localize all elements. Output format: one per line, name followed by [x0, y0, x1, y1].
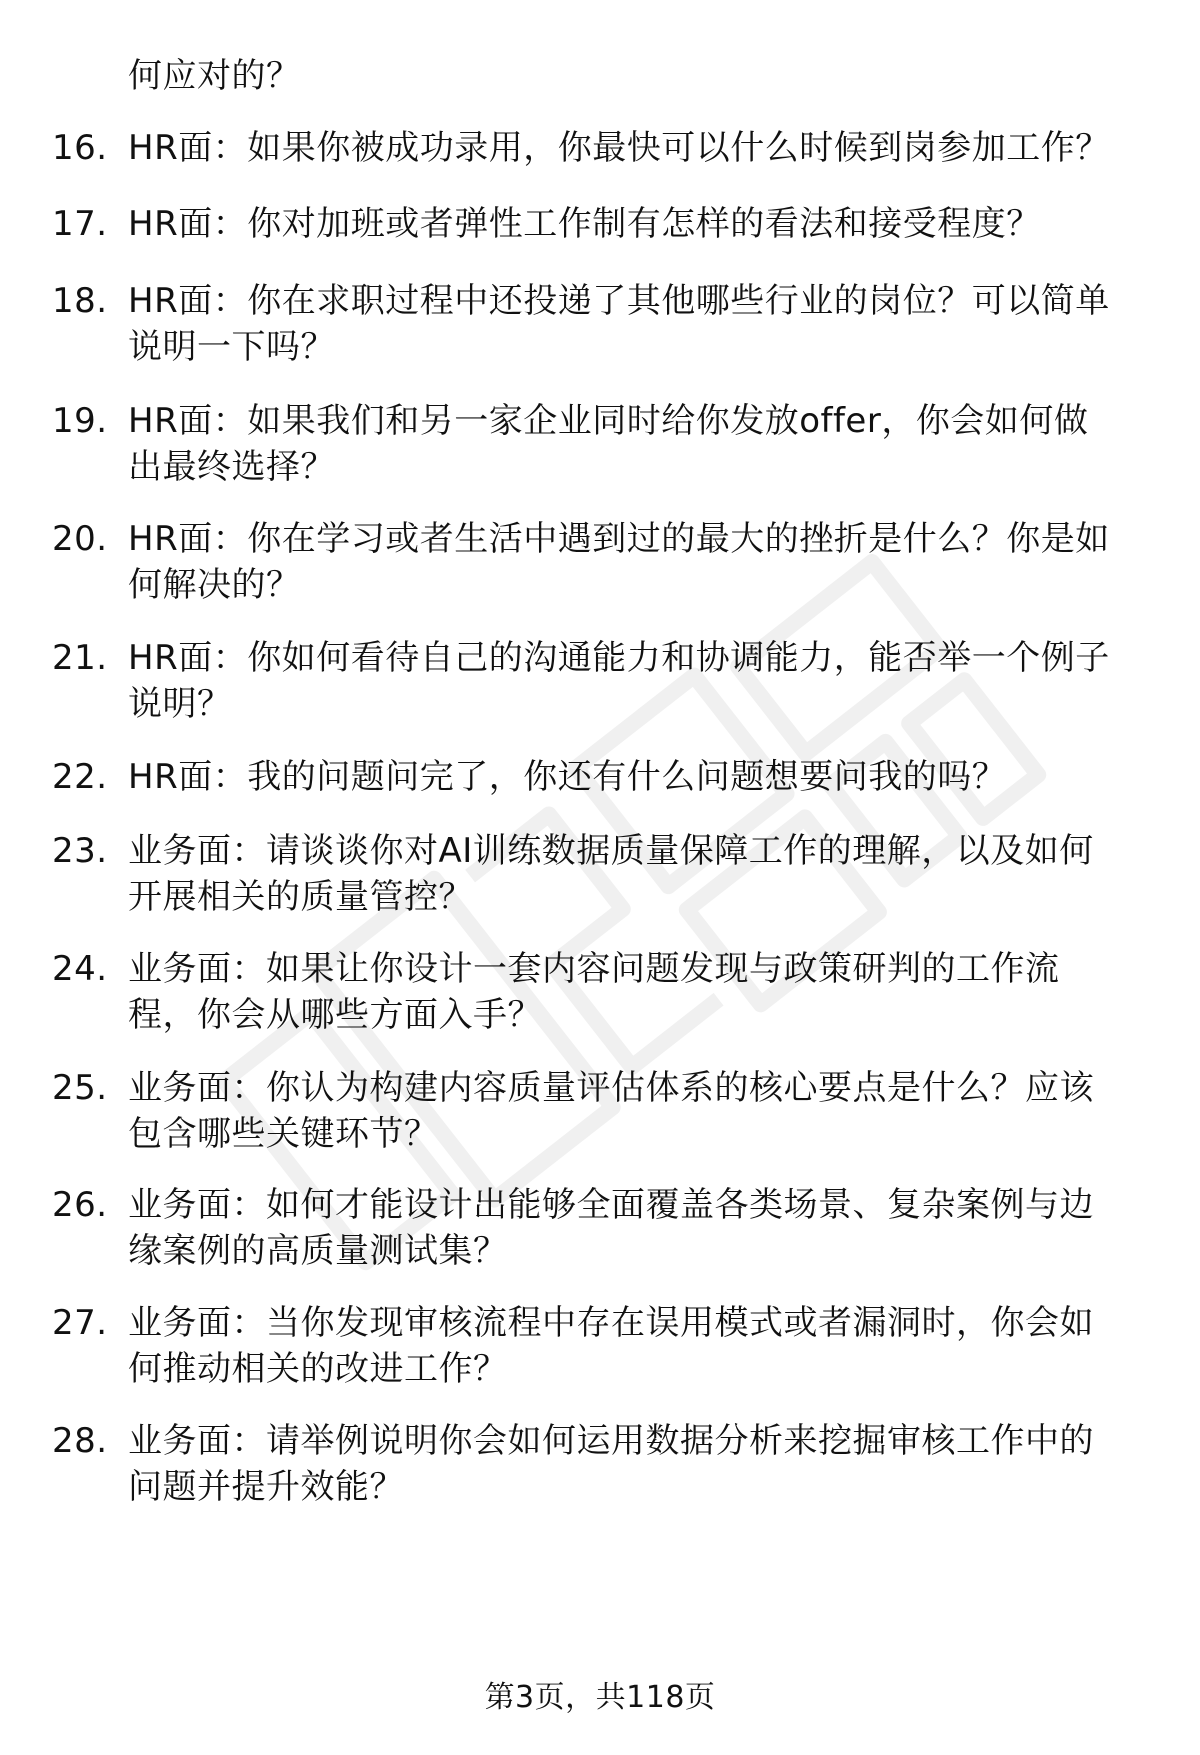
question-text-line: 问题并提升效能？	[128, 1467, 404, 1507]
question-text-line: HR面：你在求职过程中还投递了其他哪些行业的岗位？可以简单	[128, 281, 1110, 321]
question-text-line: 业务面：如果让你设计一套内容问题发现与政策研判的工作流	[128, 949, 1060, 989]
question-text-line: 包含哪些关键环节？	[128, 1114, 439, 1154]
question-text-line: 何应对的？	[128, 56, 301, 96]
question-text-line: HR面：我的问题问完了，你还有什么问题想要问我的吗？	[128, 757, 1007, 797]
question-number: 23.	[52, 831, 108, 871]
question-text-line: 业务面：如何才能设计出能够全面覆盖各类场景、复杂案例与边	[128, 1185, 1094, 1225]
question-number: 17.	[52, 204, 108, 244]
question-text-line: 说明？	[128, 684, 232, 724]
question-text-line: 业务面：当你发现审核流程中存在误用模式或者漏洞时，你会如	[128, 1303, 1094, 1343]
question-text-line: HR面：你如何看待自己的沟通能力和协调能力，能否举一个例子	[128, 638, 1110, 678]
question-text-line: HR面：你在学习或者生活中遇到过的最大的挫折是什么？你是如	[128, 519, 1110, 559]
question-number: 28.	[52, 1421, 108, 1461]
question-text-line: 出最终选择？	[128, 447, 335, 487]
question-number: 16.	[52, 128, 108, 168]
question-text-line: HR面：你对加班或者弹性工作制有怎样的看法和接受程度？	[128, 204, 1041, 244]
question-text-line: 何推动相关的改进工作？	[128, 1349, 508, 1389]
question-number: 24.	[52, 949, 108, 989]
page-footer: 第3页，共118页	[484, 1680, 716, 1715]
question-text-line: 缘案例的高质量测试集？	[128, 1231, 508, 1271]
question-number: 26.	[52, 1185, 108, 1225]
question-text-line: 开展相关的质量管控？	[128, 877, 473, 917]
question-text-line: 业务面：请谈谈你对AI训练数据质量保障工作的理解，以及如何	[128, 831, 1094, 871]
question-number: 27.	[52, 1303, 108, 1343]
question-text-line: HR面：如果你被成功录用，你最快可以什么时候到岗参加工作？	[128, 128, 1110, 168]
question-number: 21.	[52, 638, 108, 678]
question-text-line: 何解决的？	[128, 565, 301, 605]
question-number: 25.	[52, 1068, 108, 1108]
question-text-line: 业务面：请举例说明你会如何运用数据分析来挖掘审核工作中的	[128, 1421, 1094, 1461]
question-text-line: 说明一下吗？	[128, 327, 335, 367]
question-number: 22.	[52, 757, 108, 797]
question-text-line: HR面：如果我们和另一家企业同时给你发放offer，你会如何做	[128, 401, 1089, 441]
question-number: 19.	[52, 401, 108, 441]
question-text-line: 业务面：你认为构建内容质量评估体系的核心要点是什么？应该	[128, 1068, 1094, 1108]
question-number: 18.	[52, 281, 108, 321]
question-number: 20.	[52, 519, 108, 559]
question-text-line: 程，你会从哪些方面入手？	[128, 995, 542, 1035]
